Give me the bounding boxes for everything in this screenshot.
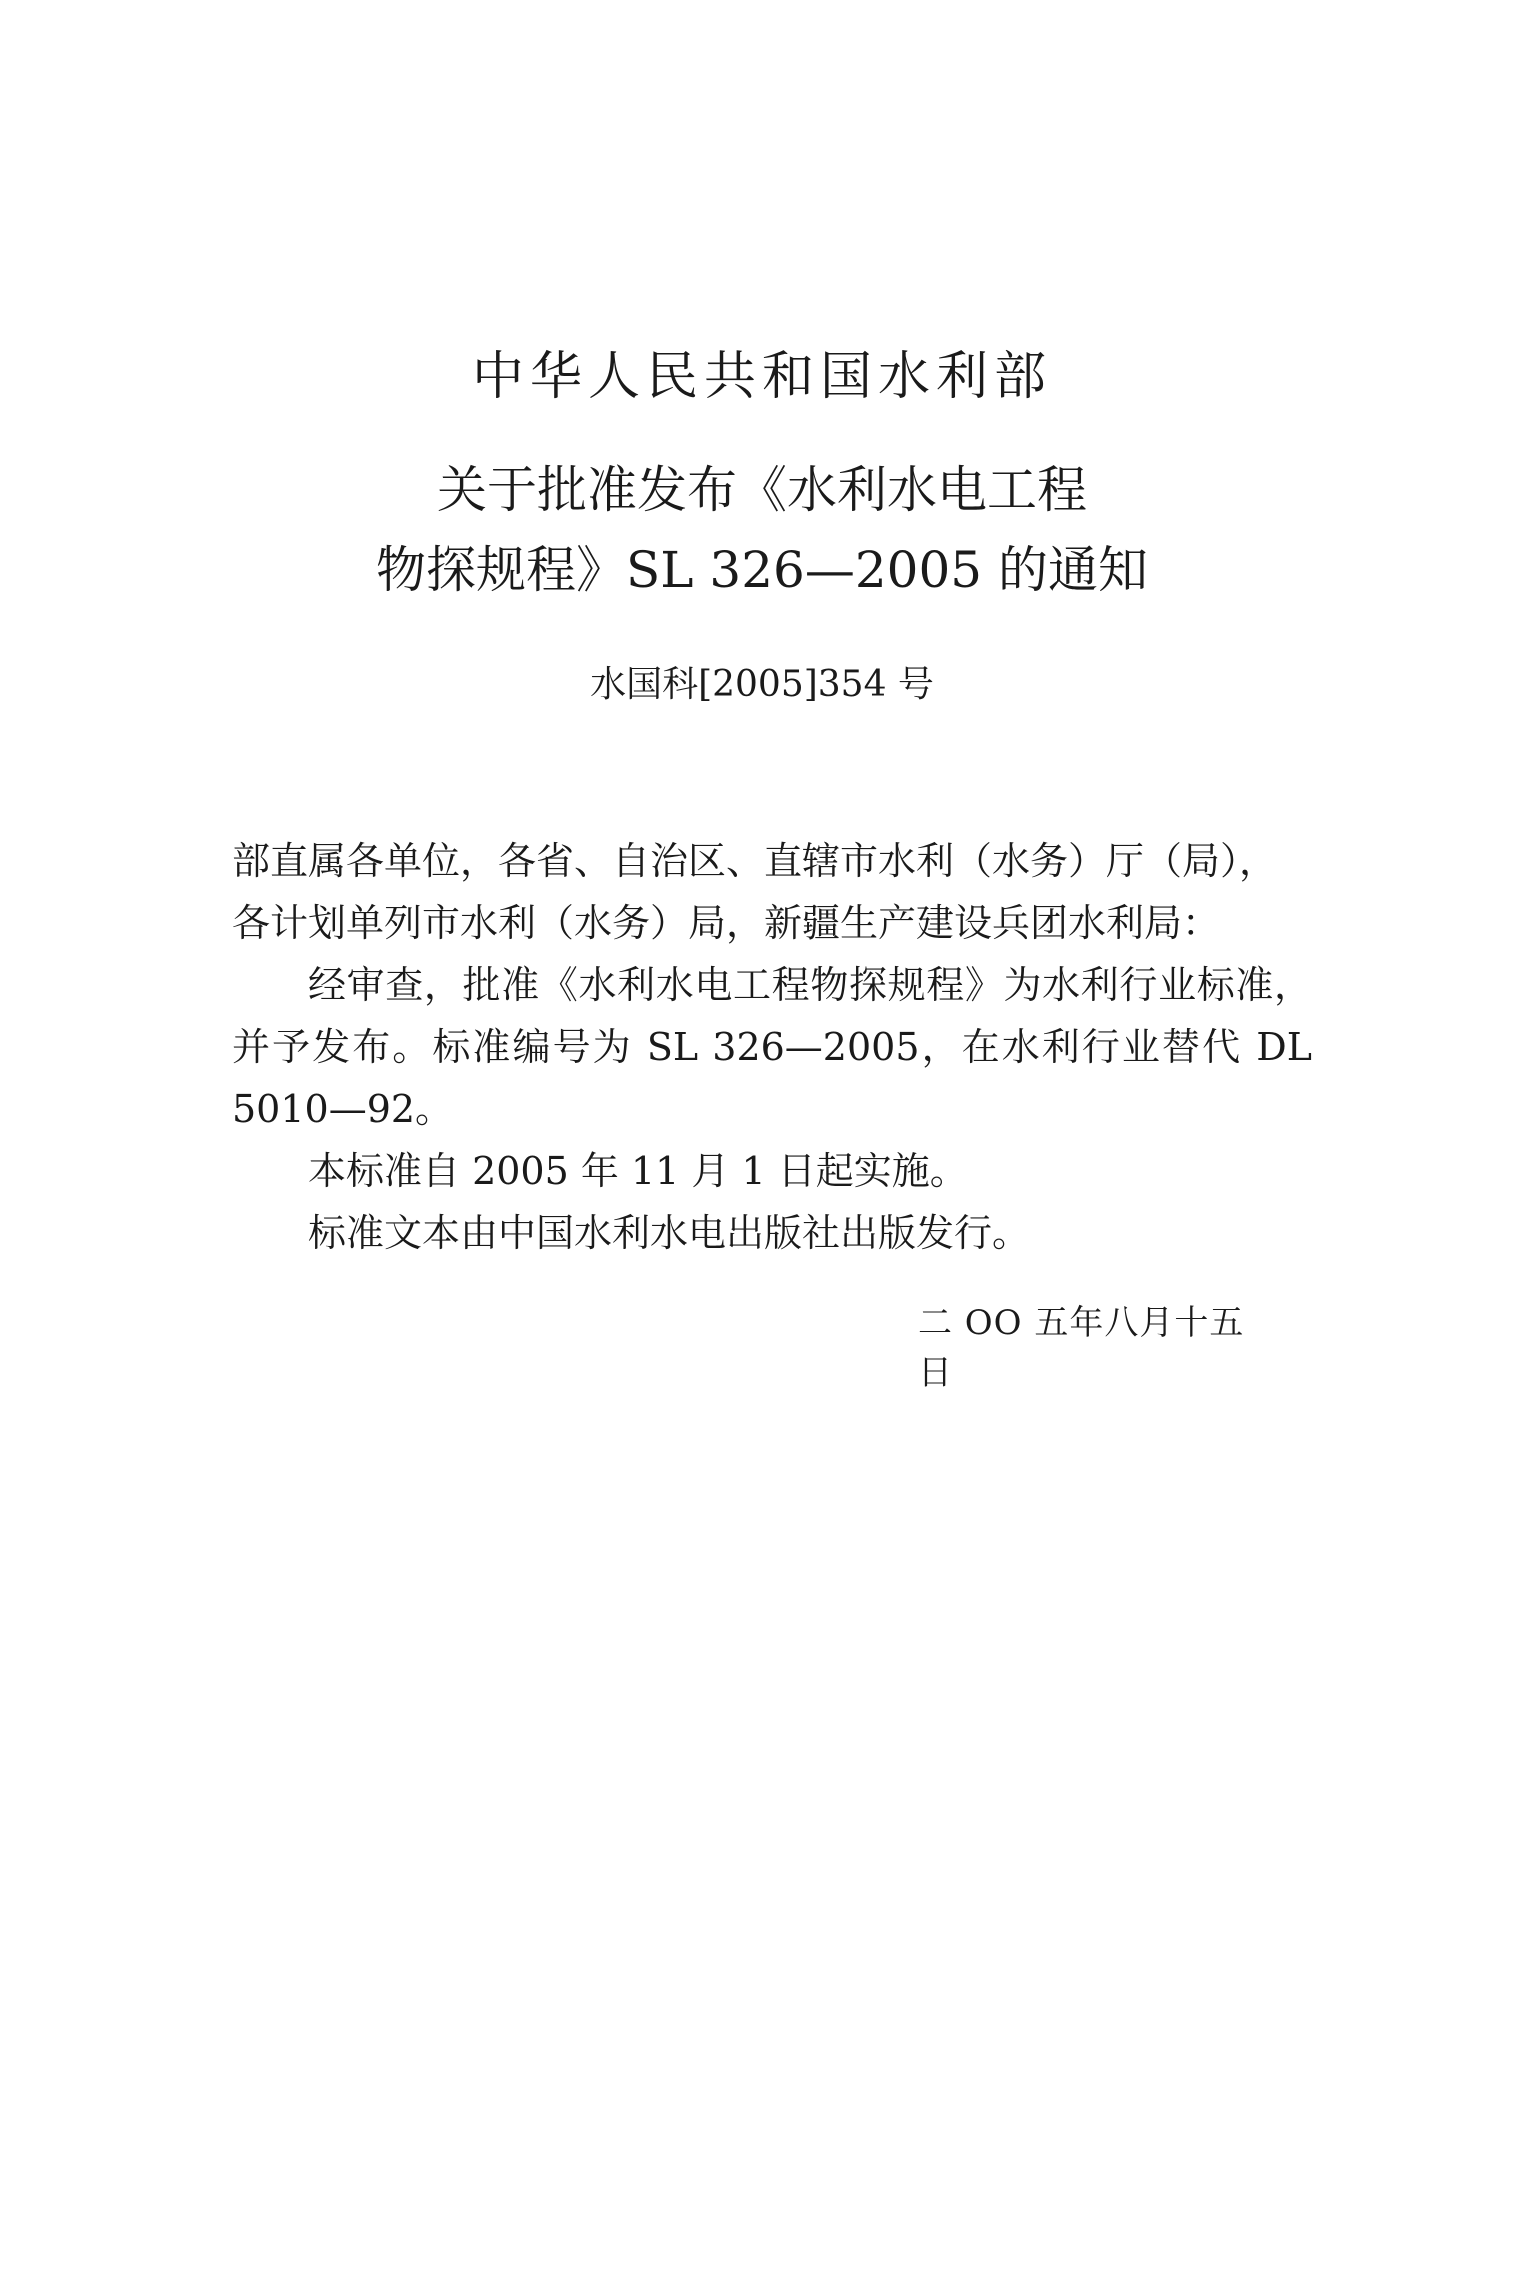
recipients-line-2: 各计划单列市水利（水务）局，新疆生产建设兵团水利局： (232, 901, 1221, 945)
document-number: 水国科[2005]354 号 (590, 664, 934, 705)
notice-title (0, 450, 1524, 610)
title-line-1: 关于批准发布《水利水电工程 (437, 461, 1087, 519)
body-paragraph-publisher: 标准文本由中国水利水电出版社出版发行。 (308, 1211, 1031, 1255)
title-line-2: 物探规程》SL 326—2005 的通知 (376, 541, 1148, 599)
issue-date: 二 OO 五年八月十五日 (918, 1303, 1245, 1393)
body-paragraph-effective-date: 本标准自 2005 年 11 月 1 日起实施。 (308, 1149, 968, 1193)
notice-body (232, 830, 1312, 1264)
body-paragraph-approval: 经审查，批准《水利水电工程物探规程》为水利行业标准，并予发布。标准编号为 SL 326—2005，在水利行业替代 DL 5010—92。 (232, 963, 1312, 1131)
recipients-line-1: 部直属各单位，各省、自治区、直辖市水利（水务）厅（局）， (232, 839, 1278, 883)
issuer-heading: 中华人民共和国水利部 (471, 347, 1052, 407)
